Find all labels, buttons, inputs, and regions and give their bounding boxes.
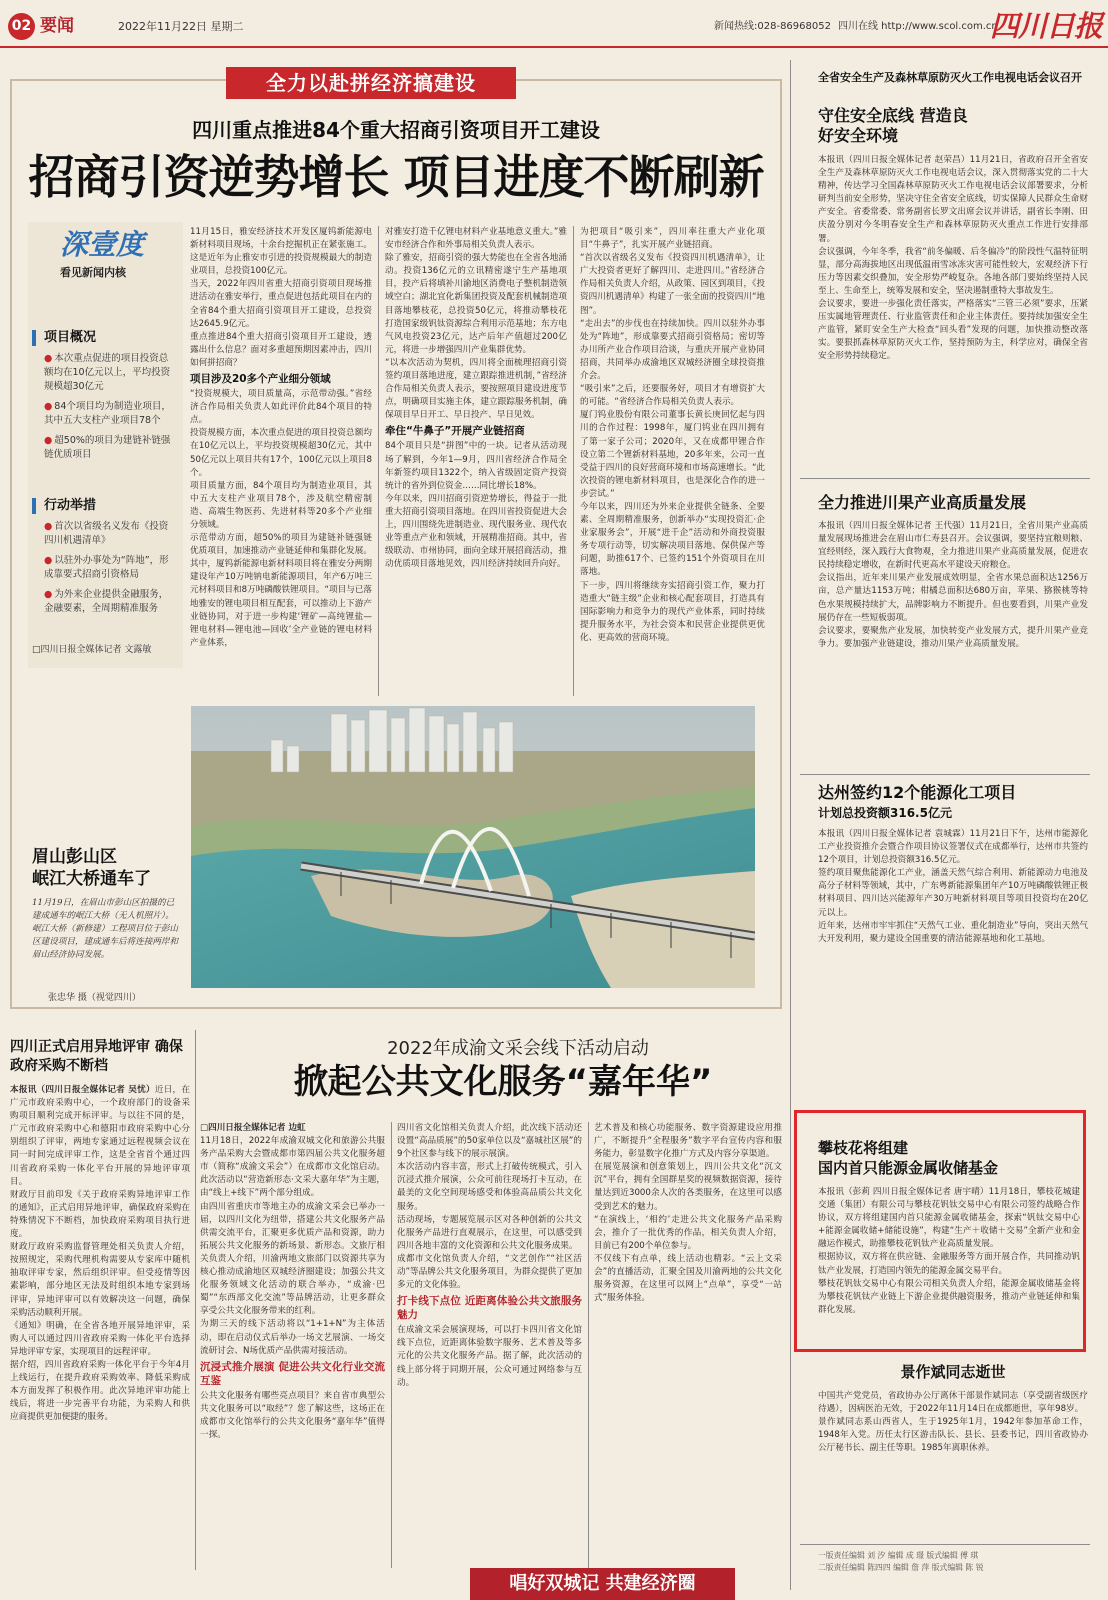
project-overview-title: 项目概况 — [32, 330, 177, 346]
col1-text-b: “投资规模大，项目质量高，示范带动强。”省经济合作局相关负责人如此评价此84个项目的特点。 投资规模方面，本次重点促进的项目投资总额均在10亿元以上，平均投资规模超30亿元，其中50亿元以上项目共有17个，100亿元以上项目8个。 项目质量方面，84个项目均为制造业项目，其中五大支柱产业项目78个，涉及航空精密制造、高端生物医药、先进材料等20多个产业细分领域。 示范带动方面，超50%的项目为建链补链强链优质项目，加速推动产业链延伸和集群化发展。其中，厦钨新能源电新材料项目将在雅安分两期建设年产10万吨钠电新能源项目，年产6万吨三元材料项目和8万吨磷酸铁锂项目。“项目与已落地雅安的锂电项目相互配套，可以推动上下游产业链协同，对于进一步构建‘锂矿—高纯锂盐—锂电材料—锂电池—回收’全产业链的锂电材料产业体系， — [190, 389, 372, 648]
culture-column-2 — [397, 1122, 582, 1568]
panzhihua-title — [818, 1138, 1080, 1178]
photo-caption-title-line1: 眉山彭山区 — [32, 847, 117, 867]
panzhihua-title-line1: 攀枝花将组建 — [818, 1139, 909, 1157]
top-story-headline: 招商引资逆势增长 项目进度不断刷新 — [28, 150, 764, 204]
col1-text: 11月15日，雅安经济技术开发区厦钨新能源电新材料项目现场，十余台挖掘机正在紧张施工。这是近年为止雅安市引进的投资规模最大的制造业项目，总投资100亿元。 当天，2022年四川省重大招商引资项目现场推进活动在雅安举行，重点促进包括此项目在内的全省84个重大招商引资项目开工建设，总投资达2645.9亿元。 重点推进84个重大招商引资项目开工建设，透露出什么信息？面对多重超预期因素冲击，四川如何拼招商？ — [190, 227, 372, 368]
overview-item: ● 本次重点促进的项目投资总额均在10亿元以上，平均投资规模超30亿元 — [44, 352, 177, 394]
panzhihua-title-line2: 国内首只能源金属收储基金 — [818, 1159, 999, 1177]
top-story-byline: □四川日报全媒体记者 文露敏 — [32, 645, 152, 655]
photo-caption-title-line2: 岷江大桥通车了 — [32, 869, 151, 889]
dazhou-subtitle: 计划总投资额316.5亿元 — [818, 806, 952, 820]
obituary-title: 景作斌同志逝世 — [900, 1363, 1006, 1381]
culture-col2-text-b: 在成渝文采会展演现场，可以打卡四川省文化馆线下点位，近距离体验数字服务、艺术普及等多元化的公共文化服务产品。据了解，此次活动的线上部分将于同期开展，公众可通过网络参与互动。 — [397, 1325, 582, 1388]
news-hotline: 新闻热线:028-86968052 — [714, 21, 831, 32]
deep-sidebar-title: 深壹度 — [60, 228, 145, 261]
staff-divider — [800, 1544, 1090, 1545]
procurement-text: 近日，在广元市政府采购中心，一个政府部门的设备采购项目顺利完成开标评审。与以往不同的是，广元市政府采购中心和德阳市政府采购中心分别组织了评审，两地专家通过远程视频会议在同一时间完成评审工作，这是全省首个通过四川省政府采购一体化平台开展的异地评审项目。 财政厅目前印发《关于政府采购异地评审工作的通知》，正式启用异地评审，确保政府采购在特殊情况下不断档，加快政府采购项目执行进度。 财政厅政府采购监督管理处相关负责人介绍，按照规定，采购代理机构需要从专家库中随机抽取评审专家，然后组织评审。但受疫情等因素影响，部分地区无法及时组织本地专家到场评审，异地评审可以有效解决这一问题，确保采购活动顺利开展。 《通知》明确，在全省各地开展异地评审，采购人可以通过四川省政府采购一体化平台选择异地评审专家，实现项目的远程评审。 据介绍，四川省政府采购一体化平台于今年4月上线运行，在提升政府采购效率、降低采购成本方面发挥了积极作用。此次异地评审功能上线后，将进一步完善平台功能，为采购人和供应商提供更加便捷的服务。 — [10, 1085, 190, 1423]
masthead-rule — [0, 46, 1108, 48]
section-name: 要闻 — [40, 16, 74, 36]
column-rule — [378, 226, 379, 696]
procurement-byline: 本报讯（四川日报全媒体记者 吴忧） — [10, 1085, 155, 1095]
culture-col1-subhead: 沉浸式推介展演 促进公共文化行业交流互鉴 — [200, 1360, 385, 1387]
measure-item: ● 以驻外办事处为“阵地”，形成靠要式招商引资格局 — [44, 554, 177, 582]
culture-col2-text: 四川省文化馆相关负责人介绍，此次线下活动还设置“高品质展”的50家单位以及“嘉城社区展”的9个社区参与线下的展示展演。 本次活动内容丰富，形式上打破传统模式，引入沉浸式推介展演，公众可前往现场打卡互动，在最美的文化空间现场感受和体验高品质公共文化服务。 活动现场，专题展览展示区对各种创新的公共文化服务产品进行直观展示，在这里，可以感受到四川各地丰富的文化资源和公共文化服务成果。 成都市文化馆负责人介绍，“文艺创作”“社区活动”等品牌公共文化服务项目，为群众提供了更加多元的文化体验。 — [397, 1123, 582, 1291]
safety-title: 守住安全底线 营造良好安全环境 — [818, 106, 968, 145]
column-rule — [573, 226, 574, 696]
action-measures-box — [32, 498, 177, 616]
top-story-kicker: 四川重点推进84个重大招商引资项目开工建设 — [192, 118, 600, 142]
top-story-banner: 全力以赴拼经济搞建设 — [226, 67, 516, 99]
col2-text-b: 84个项目只是“拼图”中的一块。记者从活动现场了解到，今年1—9月，四川省经济合作局全年新签约项目1322个，纳入省级固定资产投资统计的省外到位资金……同比增长18%。 今年以来，四川招商引资逆势增长，得益于一批重大招商引资项目落地。在四川省投资促进大会上，四川围绕先进制造业、现代服务业、现代农业等重点产业和领域，开展精准招商。其中，省级联动、市州协同，面向全球开展招商活动，推动优质项目落地见效，四川经济持续回升向好。 — [385, 441, 567, 570]
editor-credits: 一版责任编辑 刘 汐 编辑 成 璟 版式编辑 傅 琪 二版责任编辑 陈四四 编辑 詹 萍 版式编辑 陈 锐 — [818, 1551, 984, 1572]
col1-subhead: 项目涉及20多个产业细分领域 — [190, 373, 331, 386]
measure-item: ● 首次以省级名义发布《投资四川机遇清单》 — [44, 520, 177, 548]
column-rule — [588, 1122, 589, 1568]
photo-credit: 张忠华 摄（视觉四川） — [48, 993, 141, 1003]
dazhou-body: 本报讯（四川日报全媒体记者 袁城霖）11月21日下午，达州市能源化工产业投资推介会暨合作项目协议签署仪式在成都举行，达州市共签约12个项目，计划总投资额316.5亿元。 签约项目聚焦能源化工产业，涵盖天然气综合利用、新能源动力电池及高分子材料等领域，其中，广东粤新能源集团年产10万吨磷酸铁锂正极材料项目、四川达兴能源年产30万吨新材料项目等项目投资均在20亿元以上。 近年来，达州市牢牢抓住“天然气工业、重化制造业”导向，突出天然气大开发利用，聚力建设全国重要的清洁能源基地和化工基地。 — [818, 829, 1088, 944]
newspaper-logo: 四川日报 — [990, 9, 1103, 43]
top-story-column-3: 为把项目“吸引来”，四川率往重大产业化项目“牛鼻子”，扎实开展产业链招商。 “首次以省级名义发布《投资四川机遇清单》，让广大投资者更好了解四川、走进四川。”省经济合作局相关负责人介绍，从政策、园区到项目，《投资四川机遇清单》构建了一张全面的投资四川“地图”。 “走出去”的步伐也在持续加快。四川以驻外办事处为“阵地”，形成靠要式招商引资格局；密切等办川所产业合作项目洽谈，与重庆开展产业协同招商，共同举办成渝地区双城经济圈全球投资推介会。 “吸引来”之后，还要服务好，项目才有增资扩大的可能。“省经济合作局相关负责人表示。 厦门钨业股份有限公司董事长黄长庚回忆起与四川的合作过程：1998年，厦门钨业在四川拥有了第一家子公司；2020年，又在成都甲锂合作设立第二个锂新材料基地，20多年来，公司一直受益于四川的良好营商环境和市场高速增长。“此次投资的锂电新材料项目，也是深化合作的进一步尝试。” 今年以来，四川还为外来企业提供全链条、全要素、全周期精准服务，创新举办“实现投资汇·企业家服务会”，开展“进千企”活动和外商投资服务专项行动等，切实解决项目落地、保供保产等问题，助推617个、已签约151个外资项目在川落地。 下一步，四川将继续夯实招商引资工作，聚力打造重大“链主级”企业和核心配套项目，打造具有国际影响力和竞争力的现代产业体系，同时持续提升服务水平，为社会资本和民营企业提供更优化、更高效的营商环境。 — [580, 227, 765, 643]
slogan-bar: 唱好双城记 共建经济圈 — [470, 1568, 735, 1600]
top-story-column-1 — [190, 226, 372, 696]
measure-item: ● 为外来企业提供金融服务，金融要素，全周期精准服务 — [44, 588, 177, 616]
fruit-body: 本报讯（四川日报全媒体记者 王代强）11月21日，全省川果产业高质量发展现场推进会在眉山市仁寿县召开。会议强调，要坚持宜粮则粮、宜经则经，深入践行大食物观，全力推进川果产业高质量发展，促进农民持续稳定增收，在新时代更高水平建设天府粮仓。 会议指出，近年来川果产业发展成效明显，全省水果总面积达1256万亩，总产量达1153万吨；柑橘总面积达680万亩，苹果、猕猴桃等特色水果规模持续扩大，品牌影响力不断提升。但也要看到，川果产业发展仍存在一些短板弱项。 会议要求，要聚焦产业发展，加快转变产业发展方式，提升川果产业竞争力。要加强产业链建设，推动川果产业高质量发展。 — [818, 521, 1088, 649]
page-number: 02 — [8, 13, 35, 40]
bridge-photo — [191, 706, 755, 988]
procurement-title: 四川正式启用异地评审 确保政府采购不断档 — [10, 1039, 183, 1074]
culture-col1-text-b: 公共文化服务有哪些亮点项目？来自省市典型公共文化服务可以“取经”？您了解这些，这场正在成都市文化馆举行的公共文化服务“嘉年华”值得一探。 — [200, 1390, 385, 1440]
culture-kicker: 2022年成渝文采会线下活动启动 — [387, 1038, 649, 1059]
column-rule — [391, 1122, 392, 1568]
culture-headline: 掀起公共文化服务“嘉年华” — [293, 1062, 713, 1102]
dazhou-title: 达州签约12个能源化工项目 — [818, 783, 1017, 802]
overview-item: ● 84个项目均为制造业项目，其中五大支柱产业项目78个 — [44, 400, 177, 428]
culture-byline: □四川日报全媒体记者 边虹 — [200, 1123, 306, 1133]
issue-date: 2022年11月22日 星期二 — [118, 20, 244, 33]
photo-caption-title — [32, 846, 151, 890]
overview-item: ● 超50%的项目为建链补链强链优质项目 — [44, 434, 177, 462]
right-column-rule — [790, 60, 791, 1590]
photo-caption-body: 11月19日，在眉山市彭山区拍摄的已建成通车的岷江大桥（无人机照片）。岷江大桥（新修建）工程项目位于彭山区建设项目，建成通车后将连接两岸和眉山经济协同发展。 — [32, 898, 179, 960]
col2-subhead: 牵住“牛鼻子”开展产业链招商 — [385, 425, 525, 438]
culture-col1-text: 11月18日，2022年成渝双城文化和旅游公共服务产品采购大会暨成都市第四届公共文化服务超市（简称“成渝文采会”）在成都市文化馆启动。此次活动以“营造新形态·文采大嘉年华”为主题，由“线上+线下”两个部分组成。 由四川省重庆市等地主办的成渝文采会已举办一届，以四川文化为纽带，搭建公共文化服务产品供需交流平台，汇聚更多优质产品和资源，助力拓展公共文化服务的新场景、新形态。文旅厅相关负责人介绍，川渝两地文旅部门以资源共享为核心推动成渝地区双城经济圈建设；加强公共文化服务领域文化活动的联合举办，“成渝·巴蜀”“东西部文化交流”等品牌活动，让更多群众享受公共文化服务带来的红利。 为期三天的线下活动将以“1+1+N”为主体活动，即在启动仪式后举办一场文艺展演、一场交流研讨会、N场优质产品供需对接活动。 — [200, 1136, 385, 1356]
culture-column-3: 艺术普及和核心功能服务、数字资源建设应用推广，不断提升“全程服务”数字平台宣传内容和服务能力，彰显数字化推广方式及内容分享渠道。 在展览展演和创意策划上，四川公共文化“沉文沉”平台，拥有全国群星奖的视频数据资源，接待量达到近3000余人次的各类服务，在这里可以感受到艺术的魅力。 “在演线上，‘相约’走进公共文化服务产品采购会，推介了一批优秀的作品，相关负责人介绍，目前已有200个单位参与。 不仅线下有点单，线上活动也精彩。“云上文采会”的直播活动，汇聚全国及川渝两地的公共文化服务资源，在这里可以网上“点单”，享受“一站式”服务体验。 — [594, 1123, 782, 1304]
bridge-photo-image — [191, 706, 755, 988]
article-divider — [800, 774, 1090, 775]
project-overview-box — [32, 330, 177, 462]
action-measures-title: 行动举措 — [32, 498, 177, 514]
procurement-body — [10, 1084, 190, 1568]
fruit-title: 全力推进川果产业高质量发展 — [818, 493, 1027, 512]
top-story-column-2 — [385, 226, 567, 696]
panzhihua-body: 本报讯（彭莉 四川日报全媒体记者 唐宇晴）11月18日，攀枝花城建交通（集团）有限公司与攀枝花钒钛交易中心有限公司签约战略合作协议，双方将组建国内首只能源金属收储基金，探索“钒钛交易中心+能源金属收储+储能设施”，构建“生产＋收储＋交易”全新产业和金融运作模式，助推攀枝花钒钛产业高质量发展。 根据协议，双方将在供应链、金融服务等方面开展合作，共同推动钒钛产业发展，打造国内领先的能源金属交易平台。 攀枝花钒钛交易中心有限公司相关负责人介绍，能源金属收储基金将为攀枝花钒钛产业链上下游企业提供融资服务，推动产业链延伸和集群化发展。 — [818, 1187, 1080, 1315]
article-divider — [800, 478, 1090, 479]
col2-text: 对雅安打造千亿锂电材料产业基地意义重大。”雅安市经济合作和外事局相关负责人表示。 除了雅安，招商引资的强大势能也在全省各地涌动。投资136亿元的立讯精密遂宁生产基地项目，投产后将填补川渝地区消费电子整机制造领域空白；湖北宜化新集团投资及配套机械制造项目落地攀枝花，总投资50亿元，将推动攀枝花打造国家级钒钛资源综合利用示范基地；东方电气风电投资23亿元，达产后年产值超过200亿元，将进一步增强四川产业集群优势。 “以本次活动为契机，四川将全面梳理招商引资签约项目落地进度，建立跟踪推进机制，”省经济合作局相关负责人表示，要按照项目建设进度节点，明确项目实施主体，建立跟踪服务机制，确保项目早日开工、早日投产、早日见效。 — [385, 227, 567, 421]
column-rule — [195, 1030, 196, 1570]
culture-column-1 — [200, 1122, 385, 1568]
online-url: 四川在线 http://www.scol.com.cn — [838, 21, 998, 32]
safety-body: 本报讯（四川日报全媒体记者 赵荣昌）11月21日，省政府召开全省安全生产及森林草原防灭火工作电视电话会议，深入贯彻落实党的二十大精神，传达学习全国森林草原防灭火工作电视电话会议部署要求，分析研判当前安全形势，坚决守住全省安全底线，切实保障人民群众生命财产安全。省委常委、常务副省长罗文出席会议并讲话，副省长李刚、田庆盈分别对今冬明春安全生产和森林草原防灭火重点工作进行安排部署。 会议强调，今年冬季，我省“前冬偏暖、后冬偏冷”的阶段性气温特征明显，部分高海拔地区出现低温雨雪冰冻灾害可能性较大，宏观经济下行压力等因素交织叠加，安全形势严峻复杂。各地各部门要始终坚持人民至上、生命至上，统筹发展和安全，坚决遏制重特大事故发生。 会议要求，要进一步强化责任落实，严格落实“三管三必须”要求，压紧压实属地管理责任、行业监管责任和企业主体责任。要持续加强安全生产监管，紧盯安全生产大检查“回头看”发现的问题，加快推动整改落实。要狠抓森林草原防灭火工作，坚持预防为主，科学应对，确保全省安全形势持续稳定。 — [818, 155, 1088, 362]
culture-col2-subhead: 打卡线下点位 近距离体验公共文旅服务魅力 — [397, 1295, 582, 1322]
deep-sidebar-subtitle: 看见新闻内核 — [60, 266, 126, 279]
obituary-body: 中国共产党党员，省政协办公厅离休干部景作斌同志（享受副省级医疗待遇），因病医治无效，于2022年11月14日在成都逝世，享年98岁。 景作斌同志系山西省人，生于1925年1月，1942年参加革命工作，1948年入党。历任太行区游击队长、县长、县委书记，四川省政协办公厅秘书长、副主任等职。1985年离职休养。 — [818, 1391, 1088, 1454]
safety-kicker: 全省安全生产及森林草原防灭火工作电视电话会议召开 — [818, 71, 1082, 84]
